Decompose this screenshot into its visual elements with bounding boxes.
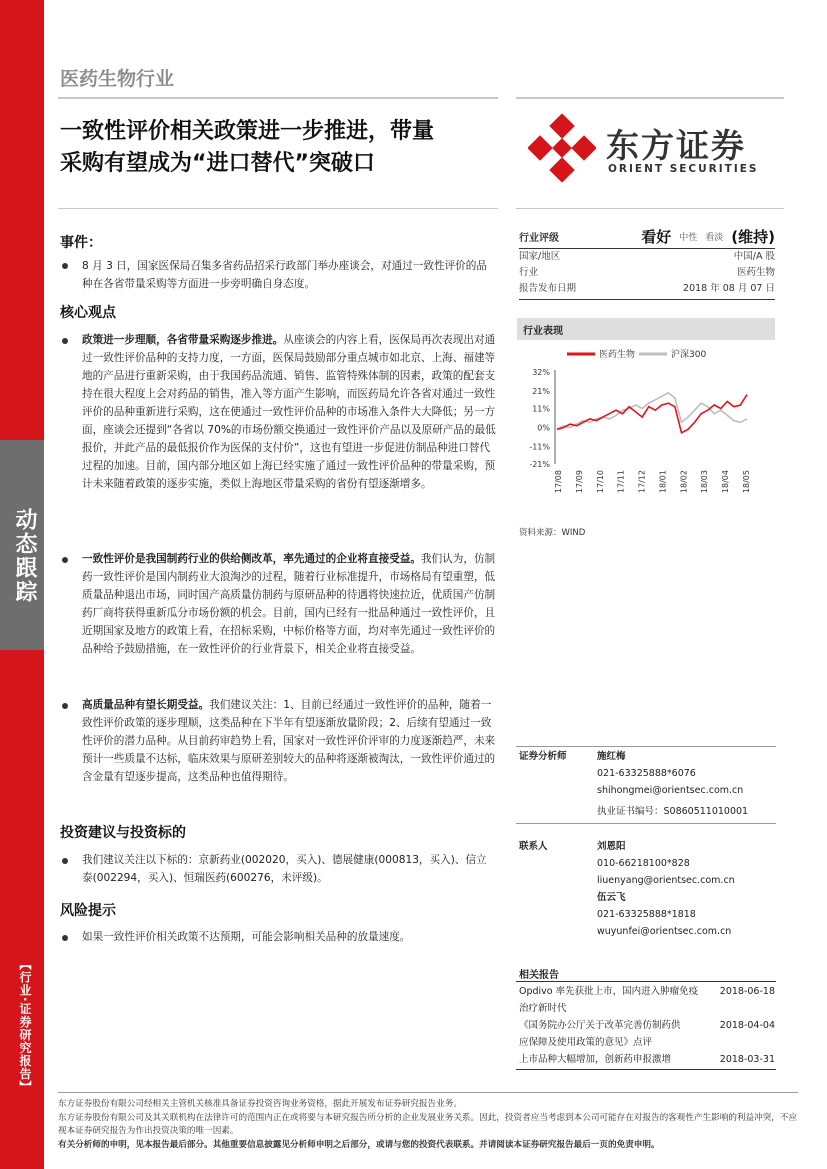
core-heading: 核心观点 [60, 305, 116, 321]
logo-name-cn: 东方证券 [606, 126, 746, 165]
section-label: 动态跟踪 [12, 508, 37, 604]
contact-1-phone: 010-66218100*828 [597, 858, 690, 869]
company-logo-icon [528, 114, 596, 182]
sector-name: 医药生物行业 [60, 68, 175, 90]
core-point-1 [82, 331, 497, 493]
bullet-icon [62, 703, 68, 709]
rating-option-negative: 看淡 [705, 232, 724, 243]
analyst-rule [516, 746, 776, 747]
title-line-2: 采购有望成为“进口替代”突破口 [60, 151, 375, 176]
row-key: 国家/地区 [519, 251, 561, 262]
analyst-cert: 执业证书编号：S0860511010001 [597, 806, 749, 817]
x-tick-label: 17/09 [574, 470, 584, 494]
chart-title: 行业表现 [523, 326, 563, 337]
rating-row [519, 265, 775, 281]
legend-label-2: 沪深300 [671, 350, 707, 360]
related-list [519, 983, 775, 1068]
related-item[interactable] [519, 1017, 775, 1051]
footer-rule [58, 1092, 798, 1093]
analyst-info [597, 748, 777, 799]
related-heading: 相关报告 [519, 970, 559, 981]
bullet-icon [62, 263, 68, 269]
contact-1-email[interactable]: liuenyang@orientsec.com.cn [597, 875, 735, 886]
rating-value: 看好 [641, 227, 672, 246]
logo-name-en: ORIENT SECURITIES [608, 163, 759, 175]
x-tick-label: 18/01 [658, 470, 668, 494]
related-item[interactable] [519, 1051, 775, 1068]
rating-status: (维持) [731, 227, 775, 246]
footer-line-3: 有关分析师的申明，见本报告最后部分。其他重要信息披露见分析师申明之后部分，或请与您的投资代表联系。并请阅读本证券研究报告最后一页的免责申明。 [58, 1139, 660, 1150]
related-rule [516, 981, 776, 982]
series-line-1 [557, 395, 747, 433]
related-title-cont[interactable]: 应保障及使用政策的意见》点评 [519, 1037, 653, 1048]
related-title[interactable]: 《国务院办公厅关于改革完善仿制药供 [519, 1020, 681, 1031]
core-point-1-text: 从座谈会的内容上看，医保局再次表现出对通过一致性评价品种的支持力度，一方面，医保局鼓励部分重点城市如北京、上海、福建等地的产品进行重新采购，由于我国药品流通、销售、监管特殊体制的因素，政策的配套支持在很大程度上会对药品的销售，准入等方面产生影响，而医药局允许各省对通过一致性评价的品种重新进行采购，这在使通过一致性评价品种的市场准入条件大大降低；另一方面，座谈会还提到“各省以 70%的市场份额交换通过一致性评价产品以及原研产品的最低报价，并此产品的最低报价作为医保的支付价”，这也有望进一步促进仿制品种进口替代过程的加速。目前，国内部分地区如上海已经实施了通过一致性评价品种的带量采购，预计未来随着政策的逐步实施，类似上海地区带量采购的省份有望逐渐增多。 [82, 334, 496, 490]
footer-line-2: 东方证券股份有限公司及其关联机构在法律许可的范围内正在或将要与本研究报告所分析的企业发展业务关系。因此，投资者应当考虑到本公司可能存在对报告的客观性产生影响的利益冲突，不应视本证券研究报告为作出投资决策的唯一因素。 [58, 1112, 798, 1136]
rating-row [519, 281, 775, 297]
rating-option-neutral: 中性 [679, 232, 698, 243]
industry-performance-chart [517, 344, 775, 514]
contact-2-phone: 021-63325888*1818 [597, 909, 696, 920]
y-tick-label: -11% [529, 442, 550, 452]
x-tick-label: 17/10 [595, 470, 605, 494]
related-date: 2018-03-31 [719, 1054, 775, 1065]
core-point-2-bold: 一致性评价是我国制药行业的供给侧改革，率先通过的企业将直接受益。 [82, 553, 421, 565]
event-heading: 事件： [60, 235, 102, 251]
rating-table [519, 226, 775, 300]
related-title[interactable]: Opdivo 率先获批上市，国内进入肿瘤免疫 [519, 986, 699, 997]
related-item[interactable] [519, 983, 775, 1017]
report-title [60, 116, 500, 180]
series-line-2 [557, 393, 747, 430]
risk-text: 如果一致性评价相关政策不达预期，可能会影响相关品种的放量速度。 [82, 931, 411, 943]
related-date: 2018-06-18 [719, 986, 775, 997]
footer-disclaimer [58, 1098, 798, 1152]
related-title[interactable]: 上市品种大幅增加，创新药申报激增 [519, 1054, 672, 1065]
header-rule-right [516, 97, 784, 99]
y-tick-label: 32% [532, 368, 550, 377]
analyst-email[interactable]: shihongmei@orientsec.com.cn [597, 785, 744, 796]
contact-label: 联系人 [519, 841, 548, 852]
y-tick-label: 11% [532, 404, 550, 414]
contact-2-name: 伍云飞 [597, 892, 626, 903]
x-tick-label: 17/12 [637, 470, 647, 494]
related-rule-bottom [516, 1069, 776, 1070]
core-point-1-bold: 政策进一步理顺，各省带量采购逐步推进。 [82, 334, 284, 346]
contact-2-email[interactable]: wuyunfei@orientsec.com.cn [597, 926, 732, 937]
contact-info [597, 838, 777, 940]
legend-label-1: 医药生物 [599, 350, 636, 360]
x-tick-label: 18/05 [742, 470, 751, 494]
core-point-2 [82, 550, 497, 658]
y-tick-label: -21% [529, 460, 550, 469]
core-point-2-text: 我们认为，仿制药一致性评价是国内制药业大浪淘沙的过程，随着行业标准提升，市场格局有望重塑，低质量品种退出市场，同时国产高质量仿制药与原研品种的待遇将快速拉近，优质国产仿制药厂商将获得重新瓜分市场份额的机会。目前，国内已经有一批品种通过一致性评价，且近期国家及地方的政策上看，在招标采购，中标价格等方面，均对率先通过一致性评价的品种给予鼓励措施，在一致性评价的行业背景下，相关企业将直接受益。 [82, 553, 496, 655]
core-point-3-bold: 高质量品种有望长期受益。 [82, 699, 210, 711]
footer-line-1: 东方证券股份有限公司经相关主管机关核准具备证券投资咨询业务资格，据此开展发布证券研究报告业务。 [58, 1099, 462, 1109]
row-value: 中国/A 股 [733, 251, 775, 262]
title-line-1: 一致性评价相关政策进一步推进，带量 [60, 119, 435, 144]
invest-text: 我们建议关注以下标的：京新药业(002020，买入)、德展健康(000813，买入)、信立泰(002294，买入)、恒瑞医药(600276，未评级)。 [82, 854, 487, 884]
core-point-3 [82, 696, 497, 786]
row-key: 报告发布日期 [519, 283, 577, 294]
y-tick-label: 21% [532, 387, 550, 397]
y-tick-label: 0% [537, 423, 550, 433]
bullet-icon [62, 935, 68, 941]
analyst-name: 施红梅 [597, 751, 626, 762]
bullet-icon [62, 858, 68, 864]
x-tick-label: 18/04 [721, 470, 731, 494]
x-tick-label: 17/11 [616, 470, 626, 494]
row-value: 2018 年 08 月 07 日 [683, 283, 775, 294]
rating-label: 行业评级 [519, 232, 559, 244]
rating-row [519, 249, 775, 265]
x-tick-label: 18/02 [679, 470, 689, 494]
row-value: 医药生物 [736, 267, 775, 278]
core-point-3-text: 我们建议关注：1、目前已经通过一致性评价的品种，随着一致性评价政策的逐步理顺，这类品种在下半年有望逐渐放量阶段；2、后续有望通过一致性评价的潜力品种。从目前药审趋势上看，国家对一致性评价评审的力度逐渐趋严，未来预计一些质量不达标，临床效果与原研差别较大的品种将逐渐被淘汰，一致性评价通过的含金量有望逐步提高，这类品种也值得期待。 [82, 699, 496, 783]
section-rule-right [516, 208, 784, 209]
bullet-icon [62, 338, 68, 344]
header-rule-left [58, 97, 498, 99]
event-text: 8 月 3 日，国家医保局召集多省药品招采行政部门举办座谈会，对通过一致性评价的品种在各省带量采购等方面进一步旁明确自身态度。 [82, 260, 487, 290]
row-key: 行业 [519, 267, 539, 278]
risk-heading: 风险提示 [60, 903, 116, 919]
analyst-label: 证券分析师 [519, 751, 567, 762]
related-title-cont[interactable]: 治疗新时代 [519, 1003, 567, 1014]
category-label: 【行业·证券研究报告】 [18, 958, 32, 1094]
bullet-icon [62, 557, 68, 563]
analyst-phone: 021-63325888*6076 [597, 768, 696, 779]
x-tick-label: 18/03 [700, 470, 710, 494]
x-tick-label: 17/08 [554, 470, 563, 494]
chart-source: 资料来源：WIND [519, 528, 586, 538]
invest-heading: 投资建议与投资标的 [60, 825, 186, 841]
related-date: 2018-04-04 [719, 1020, 775, 1031]
contact-1-name: 刘恩阳 [597, 841, 626, 852]
contact-rule [516, 823, 776, 824]
section-rule-left [58, 208, 498, 209]
